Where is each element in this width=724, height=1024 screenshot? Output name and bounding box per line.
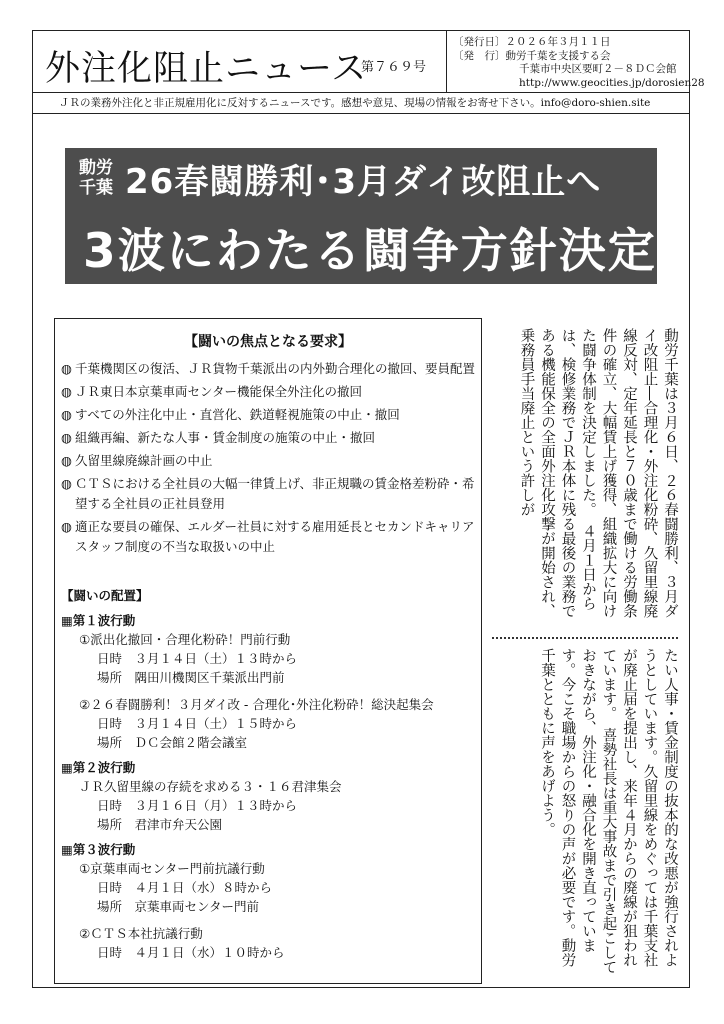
demands-box — [54, 318, 482, 984]
bullet-icon: ◍ — [61, 519, 72, 534]
publisher: 〔発 行〕動労千葉を支援する会 — [453, 49, 611, 62]
demand-item — [61, 451, 477, 471]
demand-text: すべての外注化中止・直営化、鉄道軽視施策の中止・撤回 — [75, 407, 400, 422]
demand-text: 千葉機関区の復活、ＪＲ貨物千葉派出の内外勤合理化の撤回、要員配置 — [75, 361, 476, 376]
bullet-icon: ◍ — [61, 361, 72, 376]
union-tag: 動労千葉 — [79, 158, 113, 198]
issue-number: 第７６９号 — [361, 60, 427, 75]
article-text-part-2: たい人事・賃金制度の抜本的な改悪が強行されようとしています。久留里線をめぐっては千葉支社が廃止届を提出し、来年４月からの廃線が狙われています。 喜勢社長は重大事故まで引き起こしておきながら、外注化・融合化を開き直っています。今こそ職場からの怒りの声が必要です。動労千葉とともに声をあげよう。 — [539, 648, 678, 975]
bullet-icon: ◍ — [61, 430, 72, 445]
demand-item — [61, 428, 477, 448]
wave-1-action-2-time: 日時 ３月１４日（土）１５時から — [97, 716, 298, 731]
wave-1-action-1: ①派出化撤回・合理化粉砕！門前行動 — [79, 632, 291, 647]
masthead — [33, 31, 705, 93]
bullet-icon: ◍ — [61, 407, 72, 422]
publisher-address: 千葉市中央区要町２－８ＤＣ会館 — [519, 63, 677, 76]
headline-primary: 26春闘勝利･3月ダイ改阻止へ — [125, 162, 602, 202]
demand-item — [61, 517, 477, 557]
wave-2-action-1-place: 場所 君津市弁天公園 — [97, 817, 223, 832]
demand-text: 適正な要員の確保、エルダー社員に対する雇用延長とセカンドキャリアスタッフ制度の不当な取扱いの中止 — [75, 519, 475, 554]
headline-secondary: 3波にわたる闘争方針決定 — [83, 224, 657, 279]
schedule-title: 【闘いの配置】 — [61, 588, 149, 603]
publication-info — [453, 36, 705, 90]
dotted-divider — [492, 637, 678, 639]
demand-item — [61, 474, 477, 514]
bullet-icon: ◍ — [61, 476, 72, 491]
wave-3-action-1-place: 場所 京葉車両センター門前 — [97, 899, 260, 914]
wave-1-action-2: ②２６春闘勝利！３月ダイ改 - 合理化･外注化粉砕！総決起集会 — [79, 697, 434, 712]
wave-3-action-1-time: 日時 ４月１日（水）８時から — [97, 880, 273, 895]
demand-text: ＪＲ東日本京葉車両センター機能保全外注化の撤回 — [75, 384, 363, 399]
newsletter-title: 外注化阻止ニュース — [45, 49, 368, 89]
demand-item — [61, 359, 477, 379]
masthead-divider — [446, 31, 447, 92]
issue-date: 〔発行日〕２０２６年３月１１日 — [453, 36, 611, 48]
wave-1-action-2-place: 場所 ＤＣ会館２階会議室 — [97, 735, 248, 750]
bullet-icon: ◍ — [61, 384, 72, 399]
wave-1-action-1-place: 場所 隅田川機関区千葉派出門前 — [97, 670, 285, 685]
demand-text: ＣＴＳにおける全社員の大幅一律賃上げ、非正規職の賃金格差粉砕・希望する全社員の正社員登用 — [75, 476, 475, 511]
demand-item — [61, 382, 477, 402]
newsletter-description: ＪＲの業務外注化と非正規雇用化に反対するニュースです。感想や意見、現場の情報をお寄せ下さい。info@doro-shien.site — [33, 94, 689, 114]
struggle-schedule — [61, 586, 477, 962]
demand-item — [61, 405, 477, 425]
bullet-icon: ◍ — [61, 453, 72, 468]
publisher-url[interactable]: http://www.geocities.jp/dorosien28 — [519, 76, 705, 89]
demand-list — [61, 359, 477, 560]
demand-text: 久留里線廃線計画の中止 — [75, 453, 213, 468]
wave-3-title: ▦第３波行動 — [61, 842, 136, 857]
demand-text: 組織再編、新たな人事・賃金制度の施策の中止・撤回 — [75, 430, 376, 445]
wave-3-action-2: ②ＣＴＳ本社抗議行動 — [79, 926, 203, 941]
demands-title: 【闘いの焦点となる要求】 — [184, 334, 352, 350]
wave-3-action-1: ①京葉車両センター門前抗議行動 — [79, 861, 265, 876]
wave-2-action-1: ＪＲ久留里線の存続を求める３・１６君津集会 — [79, 779, 342, 794]
wave-2-action-1-time: 日時 ３月１６日（月）１３時から — [97, 798, 298, 813]
wave-3-action-2-time: 日時 ４月１日（水）１０時から — [97, 945, 285, 960]
wave-1-title: ▦第１波行動 — [61, 613, 136, 628]
wave-2-title: ▦第２波行動 — [61, 760, 136, 775]
headline-banner — [65, 148, 657, 284]
article-text-part-1: 動労千葉は３月６日、２６春闘勝利、３月ダイ改阻止―合理化・外注化粉砕、久留里線廃線反対、定年延長と７０歳まで働ける労働条件の確立、大幅賃上げ獲得、組織拡大に向けた闘争体制を決定しました。 ４月１日からは、検修業務でＪＲ本体に残る最後の業務である機能保全の全面外注化攻撃が開始され、乗務員手当廃止という許しが — [518, 328, 678, 618]
wave-1-action-1-time: 日時 ３月１４日（土）１３時から — [97, 651, 298, 666]
